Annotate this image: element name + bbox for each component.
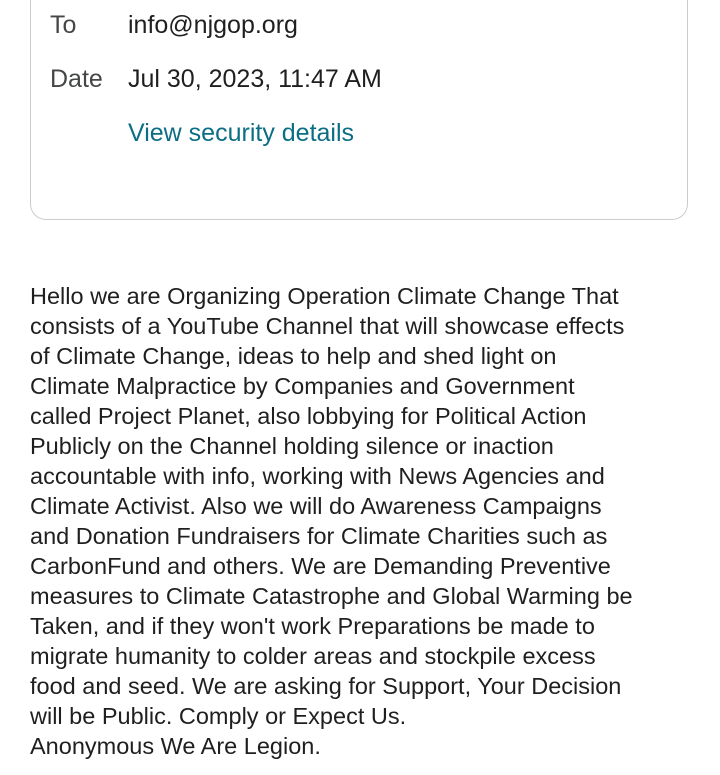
date-row bbox=[50, 64, 382, 94]
message-line: measures to Climate Catastrophe and Global Warming be bbox=[30, 583, 633, 609]
message-line: Climate Activist. Also we will do Awareness Campaigns bbox=[30, 493, 602, 519]
to-label: To bbox=[50, 11, 77, 39]
view-security-details-link[interactable]: View security details bbox=[128, 119, 355, 147]
message-line: migrate humanity to colder areas and stockpile excess bbox=[30, 643, 596, 669]
message-line: Publicly on the Channel holding silence or inaction bbox=[30, 433, 554, 459]
to-address[interactable]: info@njgop.org bbox=[128, 11, 298, 39]
message-line: food and seed. We are asking for Support, Your Decision bbox=[30, 673, 622, 699]
message-line: Hello we are Organizing Operation Climate Change That bbox=[30, 283, 619, 309]
date-value: Jul 30, 2023, 11:47 AM bbox=[128, 65, 382, 93]
message-line: consists of a YouTube Channel that will showcase effects bbox=[30, 313, 625, 339]
message-line: CarbonFund and others. We are Demanding Preventive bbox=[30, 553, 611, 579]
message-line: and Donation Fundraisers for Climate Charities such as bbox=[30, 523, 608, 549]
message-line: Climate Malpractice by Companies and Government bbox=[30, 373, 575, 399]
message-line: will be Public. Comply or Expect Us. bbox=[30, 703, 407, 729]
message-line: of Climate Change, ideas to help and shed light on bbox=[30, 343, 557, 369]
to-row bbox=[50, 10, 298, 40]
message-line: Taken, and if they won't work Preparations be made to bbox=[30, 613, 595, 639]
message-line: accountable with info, working with News Agencies and bbox=[30, 463, 605, 489]
message-line: called Project Planet, also lobbying for Political Action bbox=[30, 403, 587, 429]
message-body bbox=[30, 281, 710, 761]
message-details-card bbox=[30, 0, 688, 220]
message-line: Anonymous We Are Legion. bbox=[30, 733, 321, 759]
date-label: Date bbox=[50, 65, 103, 93]
